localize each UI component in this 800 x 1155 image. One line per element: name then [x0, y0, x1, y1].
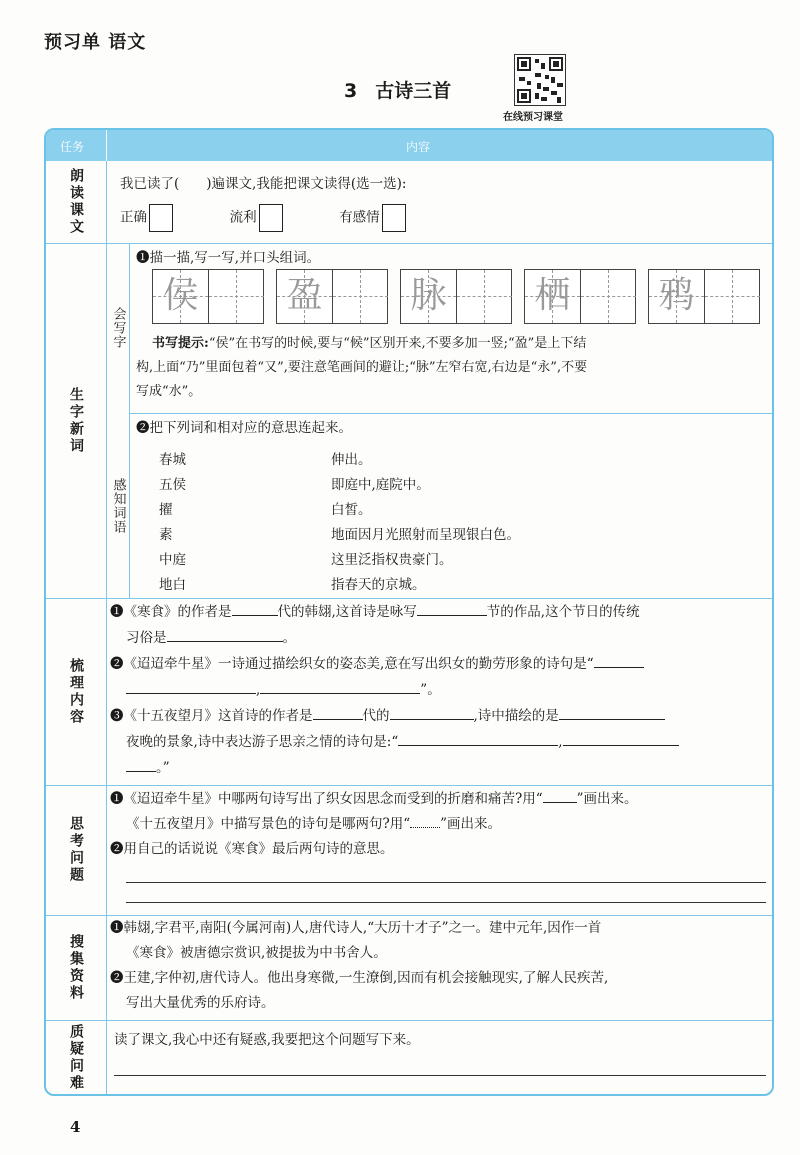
task-reading: 朗读课文: [68, 168, 84, 236]
sorting-item-3: ❸《十五夜望月》这首诗的作者是 代的 ,诗中描绘的是: [110, 704, 665, 728]
answer-blank[interactable]: [594, 653, 644, 668]
checkbox-emotion[interactable]: [382, 204, 406, 232]
char-grid-5[interactable]: [648, 269, 760, 324]
answer-line[interactable]: [114, 1075, 766, 1076]
answer-line[interactable]: [126, 902, 766, 903]
page-header: 预习单 语文: [44, 32, 147, 53]
answer-blank[interactable]: [232, 601, 278, 616]
word-left-4[interactable]: 素: [159, 527, 173, 543]
word-left-6[interactable]: 地白: [159, 577, 186, 593]
table-header: [46, 130, 772, 161]
word-left-1[interactable]: 春城: [159, 452, 186, 468]
material-2b: 写出大量优秀的乐府诗。: [126, 995, 275, 1011]
word-left-3[interactable]: 擢: [159, 502, 173, 518]
char-grid-1[interactable]: [152, 269, 264, 324]
char-grid-2[interactable]: [276, 269, 388, 324]
task-vocab: 生字新词: [68, 386, 84, 455]
material-1a: ❶韩翃,字君平,南阳(今属河南)人,唐代诗人,“大历十才子”之一。建中元年,因作一首: [110, 920, 602, 936]
sublabel-sense: 感知词语: [110, 477, 126, 534]
answer-blank[interactable]: [126, 757, 156, 772]
task-thinking: 思考问题: [68, 816, 84, 884]
meaning-3[interactable]: 白皙。: [331, 502, 372, 518]
reading-options: [120, 204, 406, 232]
qr-code-icon[interactable]: [514, 54, 566, 106]
vocab-q2: ❷把下列词和相对应的意思连起来。: [136, 420, 352, 436]
vocab-q1: ❶描一描,写一写,并口头组词。: [136, 250, 321, 266]
sorting-item-1: ❶《寒食》的作者是 代的韩翃,这首诗是咏写 节的作品,这个节日的传统: [110, 600, 640, 624]
answer-blank[interactable]: [167, 627, 283, 642]
answer-blank[interactable]: [260, 679, 420, 694]
task-materials: 搜集资料: [68, 933, 84, 1002]
meaning-1[interactable]: 伸出。: [331, 452, 372, 468]
word-left-2[interactable]: 五侯: [159, 477, 186, 493]
meaning-5[interactable]: 这里泛指权贵豪门。: [331, 552, 453, 568]
trace-char-2: 盈: [286, 275, 323, 316]
meaning-6[interactable]: 指春天的京城。: [331, 577, 426, 593]
answer-blank[interactable]: [126, 679, 256, 694]
writing-tip-3: 写成“水”。: [136, 384, 202, 399]
option-fluent: 流利: [229, 209, 257, 226]
page-number: 4: [70, 1118, 81, 1136]
preview-table: [44, 128, 774, 1096]
sorting-item-3c: 。”: [126, 756, 170, 780]
material-1b: 《寒食》被唐德宗赏识,被提拔为中书舍人。: [126, 945, 387, 961]
writing-tip-2: 构,上面“乃”里面包着“又”,要注意笔画间的避让;“脉”左窄右宽,右边是“永”,不要: [136, 360, 588, 375]
sublabel-write: 会写字: [110, 307, 126, 349]
trace-char-1: 侯: [162, 275, 199, 316]
char-grid-3[interactable]: [400, 269, 512, 324]
answer-blank[interactable]: [390, 705, 474, 720]
thinking-q1b: 《十五夜望月》中描写景色的诗句是哪两句?用“ ”画出来。: [126, 816, 502, 832]
meaning-4[interactable]: 地面因月光照射而呈现银白色。: [331, 527, 520, 543]
option-correct: 正确: [120, 209, 147, 226]
option-emotion: 有感情: [339, 209, 380, 226]
answer-blank[interactable]: [313, 705, 363, 720]
lesson-number: 3: [344, 80, 358, 102]
word-left-5[interactable]: 中庭: [159, 552, 186, 568]
thinking-q2: ❷用自己的话说说《寒食》最后两句诗的意思。: [110, 841, 394, 857]
meaning-2[interactable]: 即庭中,庭院中。: [331, 477, 430, 493]
sorting-item-3b: 夜晚的景象,诗中表达游子思亲之情的诗句是:“ ,: [126, 730, 679, 754]
checkbox-fluent[interactable]: [259, 204, 283, 232]
lesson-title-text: 古诗三首: [375, 80, 452, 102]
material-2a: ❷王建,字仲初,唐代诗人。他出身寒微,一生潦倒,因而有机会接触现实,了解人民疾苦,: [110, 970, 609, 986]
header-task: 任务: [60, 140, 85, 154]
sorting-item-2: ❷《迢迢牵牛星》一诗通过描绘织女的姿态美,意在写出织女的勤劳形象的诗句是“: [110, 652, 644, 676]
wavy-line-symbol: [410, 815, 440, 828]
questions-prompt: 读了课文,我心中还有疑惑,我要把这个问题写下来。: [114, 1032, 420, 1048]
answer-blank[interactable]: [398, 731, 558, 746]
writing-tip-1: 书写提示:“侯”在书写的时候,要与“候”区别开来,不要多加一竖;“盈”是上下结: [152, 336, 587, 351]
answer-blank[interactable]: [563, 731, 679, 746]
sorting-item-2b: , ”。: [126, 678, 441, 702]
trace-char-4: 栖: [534, 275, 571, 316]
lesson-title: [344, 76, 451, 103]
reading-prompt: 我已读了( )遍课文,我能把课文读得(选一选):: [120, 176, 407, 192]
qr-label: 在线预习课堂: [503, 112, 563, 123]
underline-symbol: [543, 788, 577, 803]
writing-tip-label: 书写提示:: [152, 336, 209, 351]
trace-char-3: 脉: [410, 275, 447, 316]
trace-char-5: 鸦: [658, 275, 695, 316]
sorting-item-1b: 习俗是 。: [126, 626, 296, 650]
checkbox-correct[interactable]: [149, 204, 173, 232]
answer-blank[interactable]: [559, 705, 665, 720]
thinking-q1: ❶《迢迢牵牛星》中哪两句诗写出了织女因思念而受到的折磨和痛苦?用“ ”画出来。: [110, 787, 638, 811]
task-sorting: 梳理内容: [68, 657, 84, 726]
task-questions: 质疑问难: [68, 1024, 84, 1092]
char-grid-4[interactable]: [524, 269, 636, 324]
answer-line[interactable]: [126, 882, 766, 883]
answer-blank[interactable]: [417, 601, 487, 616]
header-content: 内容: [406, 140, 431, 154]
